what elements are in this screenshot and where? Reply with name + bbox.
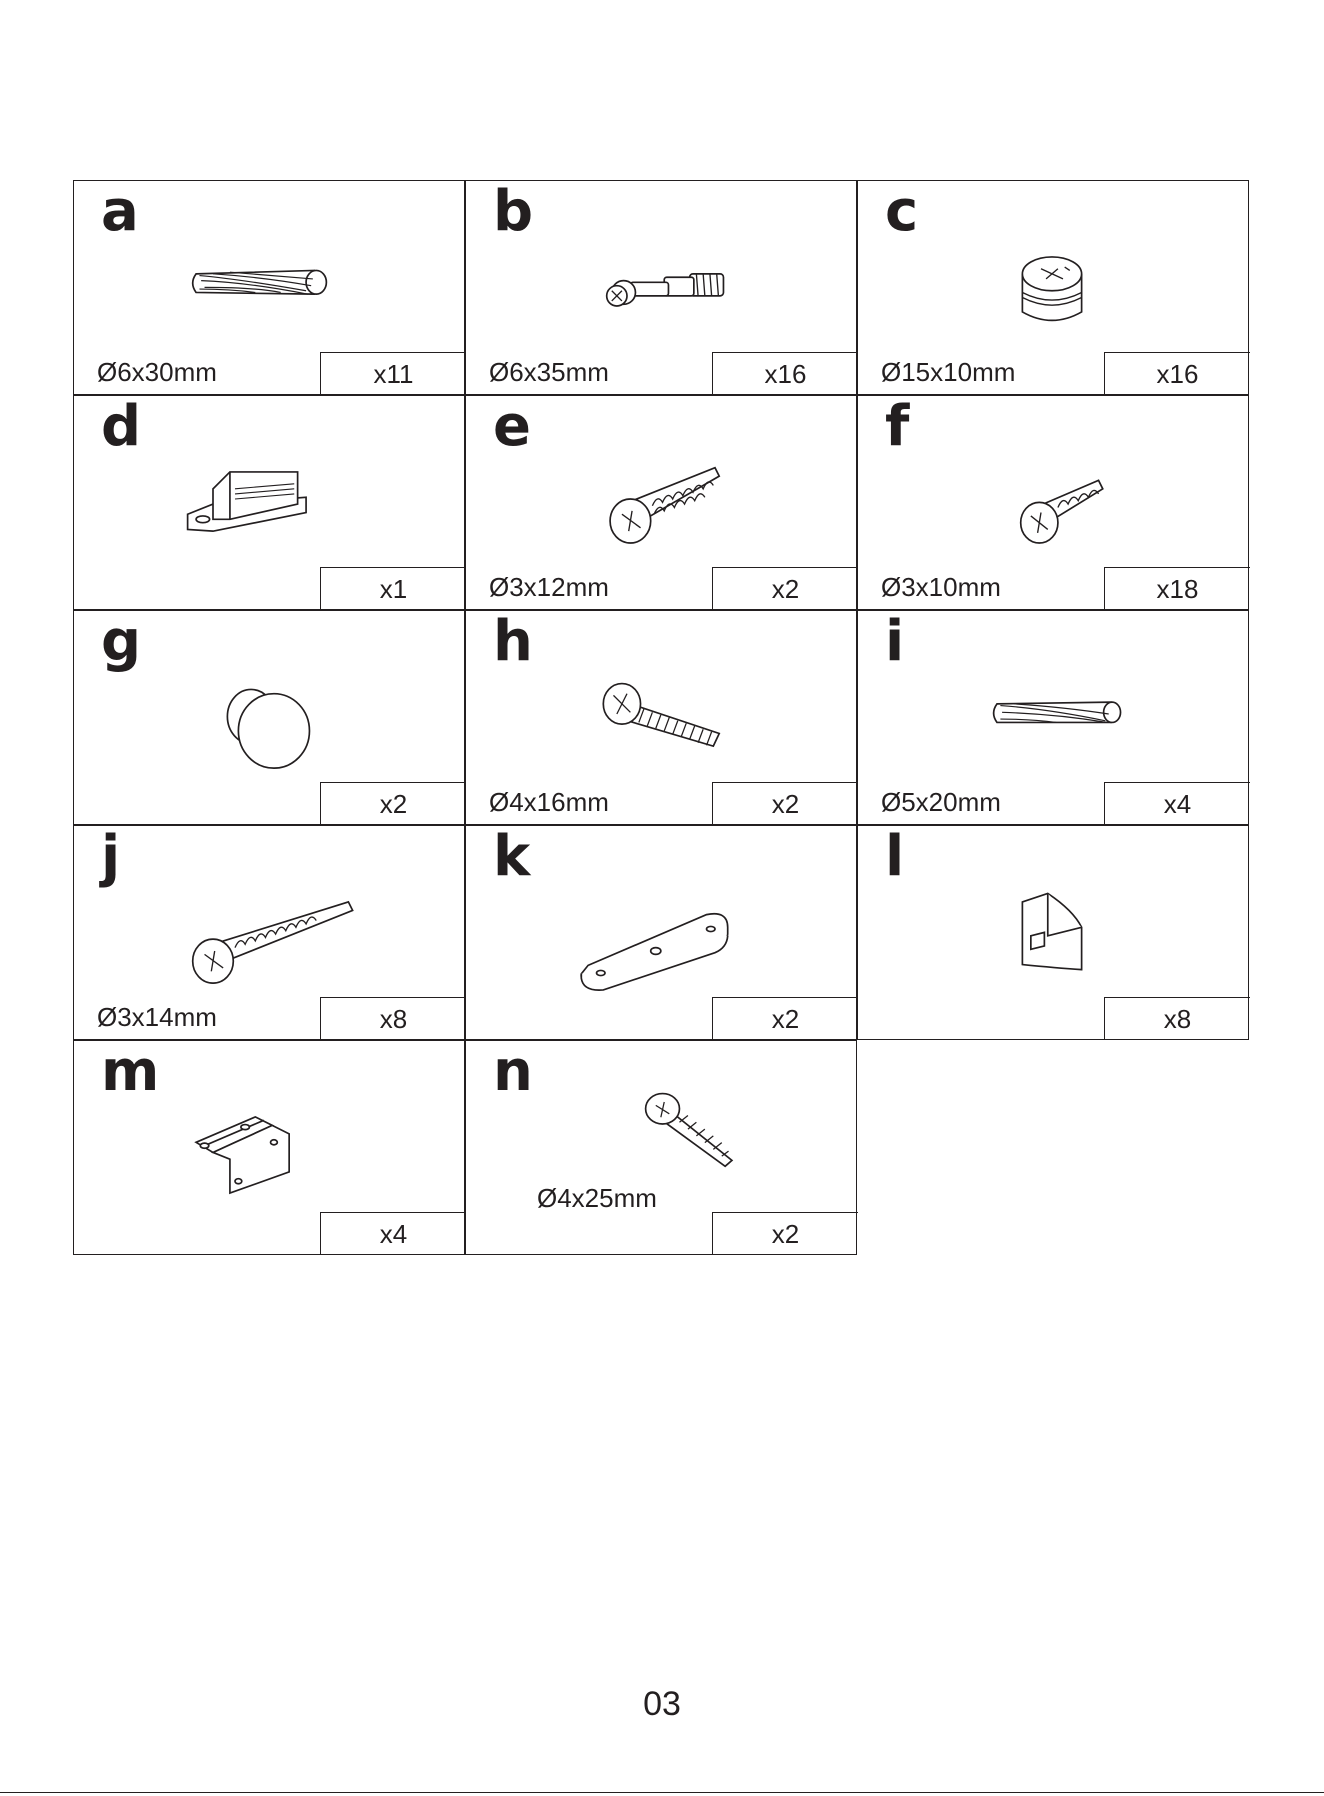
part-cell-a xyxy=(73,180,465,395)
part-dimension: Ø3x10mm xyxy=(881,572,1001,602)
small-dowel-icon xyxy=(947,670,1157,780)
machine-screw-icon xyxy=(555,670,765,780)
part-cell-l xyxy=(857,825,1249,1040)
part-cell-g xyxy=(73,610,465,825)
part-quantity: x2 xyxy=(712,567,858,610)
wood-dowel-icon xyxy=(163,240,373,350)
part-quantity: x2 xyxy=(712,1212,858,1255)
part-cell-e xyxy=(465,395,857,610)
part-quantity: x1 xyxy=(320,567,466,610)
part-cell-k xyxy=(465,825,857,1040)
long-wood-screw-icon xyxy=(163,885,373,995)
part-dimension: Ø3x14mm xyxy=(97,1002,217,1032)
part-cell-d xyxy=(73,395,465,610)
hardware-parts-grid xyxy=(73,180,1250,1258)
part-quantity: x2 xyxy=(712,997,858,1040)
knob-icon xyxy=(163,670,373,780)
part-cell-c xyxy=(857,180,1249,395)
part-quantity: x16 xyxy=(1104,352,1250,395)
part-quantity: x2 xyxy=(712,782,858,825)
corner-block-icon xyxy=(947,885,1157,995)
part-cell-m xyxy=(73,1040,465,1255)
part-cell-i xyxy=(857,610,1249,825)
part-dimension: Ø3x12mm xyxy=(489,572,609,602)
part-letter: g xyxy=(101,609,142,674)
part-dimension: Ø15x10mm xyxy=(881,357,1016,387)
part-letter: d xyxy=(101,394,142,459)
pan-head-screw-icon xyxy=(555,1080,765,1190)
part-dimension: Ø4x25mm xyxy=(537,1183,657,1213)
part-quantity: x18 xyxy=(1104,567,1250,610)
part-dimension: Ø5x20mm xyxy=(881,787,1001,817)
part-letter: m xyxy=(101,1039,160,1104)
magnetic-catch-icon xyxy=(163,455,373,565)
part-dimension: Ø6x35mm xyxy=(489,357,609,387)
part-quantity: x11 xyxy=(320,352,466,395)
part-quantity: x8 xyxy=(320,997,466,1040)
part-letter: c xyxy=(885,179,919,244)
part-letter: a xyxy=(101,179,139,244)
part-letter: k xyxy=(493,824,531,889)
bottom-rule xyxy=(0,1792,1324,1793)
part-letter: l xyxy=(885,824,905,889)
part-dimension: Ø6x30mm xyxy=(97,357,217,387)
mending-plate-icon xyxy=(555,885,765,995)
part-cell-h xyxy=(465,610,857,825)
part-cell-j xyxy=(73,825,465,1040)
part-quantity: x8 xyxy=(1104,997,1250,1040)
part-quantity: x4 xyxy=(1104,782,1250,825)
part-cell-n xyxy=(465,1040,857,1255)
part-cell-b xyxy=(465,180,857,395)
wood-screw-icon xyxy=(555,455,765,565)
part-letter: e xyxy=(493,394,531,459)
short-wood-screw-icon xyxy=(947,455,1157,565)
part-quantity: x4 xyxy=(320,1212,466,1255)
part-letter: h xyxy=(493,609,533,674)
part-quantity: x2 xyxy=(320,782,466,825)
part-letter: i xyxy=(885,609,905,674)
part-dimension: Ø4x16mm xyxy=(489,787,609,817)
page-number: 03 xyxy=(643,1685,681,1723)
part-letter: f xyxy=(885,394,910,459)
part-quantity: x16 xyxy=(712,352,858,395)
part-cell-f xyxy=(857,395,1249,610)
part-letter: b xyxy=(493,179,534,244)
cam-bolt-icon xyxy=(555,240,765,350)
part-letter: j xyxy=(101,824,121,889)
part-letter: n xyxy=(493,1039,533,1104)
cam-lock-icon xyxy=(947,240,1157,350)
flap-hinge-icon xyxy=(163,1100,373,1210)
